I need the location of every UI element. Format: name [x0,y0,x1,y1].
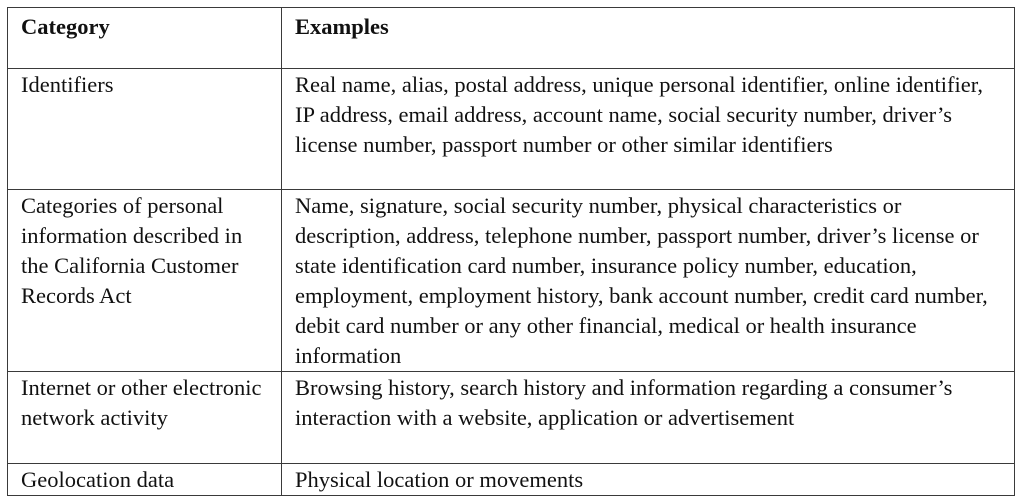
examples-cell: Browsing history, search history and information regarding a consumer’s interaction with a website, application or advertisement [282,372,1015,464]
table-row [8,372,1015,464]
category-cell: Internet or other electronic network activity [8,372,282,464]
table-row [8,69,1015,190]
table-row [8,190,1015,372]
category-cell: Categories of personal information described in the California Customer Records Act [8,190,282,372]
header-category: Category [8,8,282,69]
category-cell: Geolocation data [8,464,282,496]
examples-cell: Name, signature, social security number, physical characteristics or description, address, telephone number, passport number, driver’s license or state identification card number, insurance policy number, education, employment, employment history, bank account number, credit card number, debit card number or any other financial, medical or health insurance information [282,190,1015,372]
header-examples: Examples [282,8,1015,69]
personal-information-categories-table [7,7,1015,496]
category-cell: Identifiers [8,69,282,190]
table-row [8,464,1015,496]
table-header-row [8,8,1015,69]
examples-cell: Physical location or movements [282,464,1015,496]
examples-cell: Real name, alias, postal address, unique personal identifier, online identifier, IP address, email address, account name, social security number, driver’s license number, passport number or other similar identifiers [282,69,1015,190]
